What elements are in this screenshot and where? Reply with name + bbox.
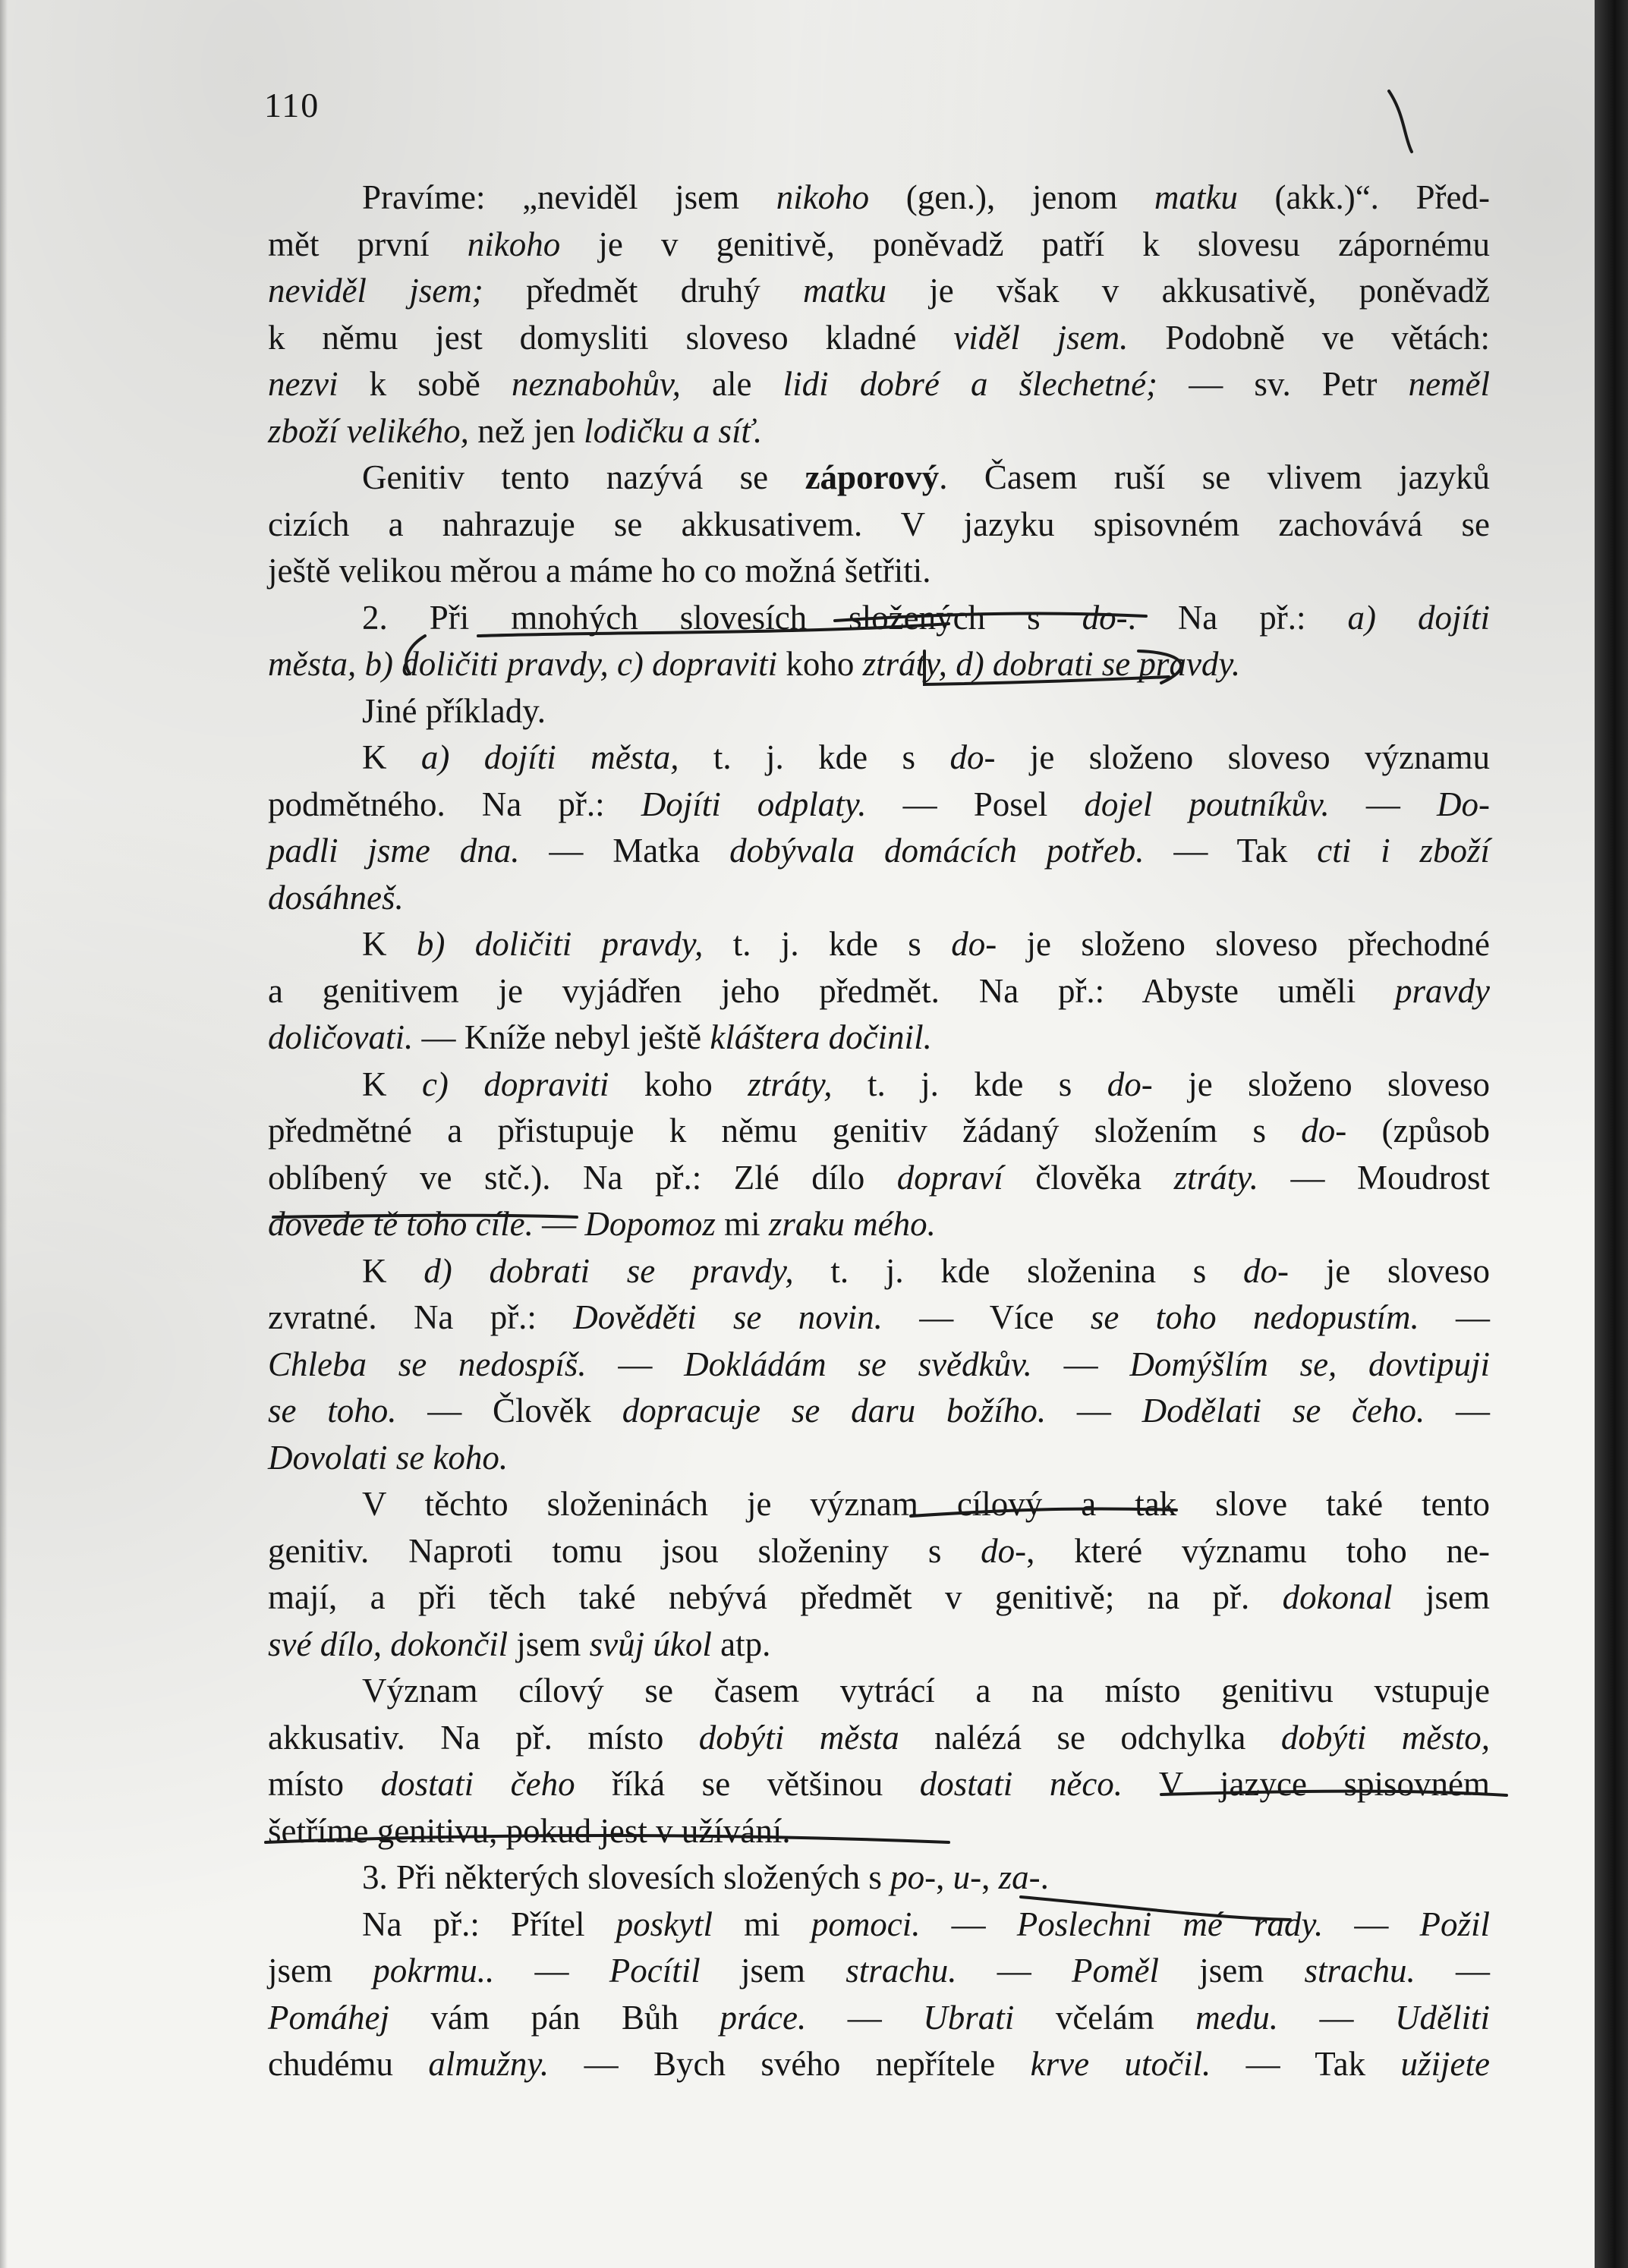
italic-run: do- <box>1107 1065 1153 1103</box>
italic-run: ztráty, <box>748 1065 833 1103</box>
text-run: — <box>1415 1952 1491 1990</box>
text-line <box>268 1248 1490 1295</box>
italic-run: nezvi <box>268 365 339 403</box>
text-run <box>609 645 617 683</box>
italic-run: strachu. <box>1304 1952 1415 1990</box>
italic-run: práce. <box>720 1998 807 2037</box>
italic-run: svůj úkol <box>589 1625 712 1663</box>
italic-run: Do- <box>1437 785 1490 823</box>
text-run: atp. <box>711 1625 771 1663</box>
text-run: genitiv. Naproti tomu jsou složeniny s <box>268 1531 981 1570</box>
text-run: — <box>1329 785 1437 823</box>
italic-run: užijete <box>1400 2045 1490 2083</box>
text-run: — <box>1046 1392 1142 1430</box>
italic-run: poskytl <box>616 1905 713 1943</box>
italic-run: c) dopraviti <box>616 645 778 683</box>
italic-run: dokončil <box>390 1625 509 1663</box>
text-run: koho <box>777 645 863 683</box>
text-line <box>268 175 1490 222</box>
text-line <box>268 408 1490 455</box>
text-run: je v genitivě, poněvadž patří k slovesu zápornému <box>560 225 1490 263</box>
italic-run: dovede tě toho cíle. <box>268 1205 534 1243</box>
text-run: mi <box>715 1205 769 1243</box>
italic-run: Dodělati se čeho. <box>1141 1392 1425 1430</box>
text-run: chudému <box>268 2045 429 2083</box>
text-run: nalézá se odchylka <box>899 1718 1281 1757</box>
text-line <box>268 828 1490 875</box>
text-run: — <box>1278 1998 1396 2037</box>
text-run <box>947 645 956 683</box>
italic-run: pomoci. <box>811 1905 921 1943</box>
text-line <box>268 1995 1490 2042</box>
italic-run: Dojíti odplaty. <box>641 785 867 823</box>
italic-run: dojel poutníkův. <box>1084 785 1330 823</box>
text-run: (akk.)“. Před- <box>1237 178 1491 216</box>
text-run: jsem <box>268 1952 373 1990</box>
italic-run: za- <box>998 1858 1041 1896</box>
text-line <box>268 921 1490 968</box>
text-run: jsem <box>508 1625 590 1663</box>
italic-run: padli jsme dna. <box>268 832 520 870</box>
text-line <box>268 1014 1490 1062</box>
italic-run: dobýti města <box>698 1718 899 1757</box>
italic-run: neměl <box>1408 365 1491 403</box>
italic-run: matku <box>1154 178 1238 216</box>
italic-run: almužny. <box>428 2045 549 2083</box>
text-line <box>268 1388 1490 1435</box>
italic-run: viděl jsem. <box>953 318 1129 357</box>
text-line <box>268 1854 1490 1902</box>
text-run: Na př.: Přítel <box>362 1905 616 1943</box>
italic-run: do- <box>949 738 996 776</box>
text-run: podmětného. Na př.: <box>268 785 641 823</box>
text-run: Jiné příklady. <box>362 691 546 730</box>
text-run: Pravíme: „neviděl jsem <box>362 178 776 216</box>
italic-run: dopraví <box>896 1158 1003 1197</box>
text-run: — <box>806 1998 924 2037</box>
text-run: — Bych svého nepřítele <box>549 2045 1031 2083</box>
text-run: jsem <box>1158 1952 1305 1990</box>
text-run: Význam cílový se časem vytrácí a na místo genitivu vstupuje <box>362 1672 1490 1710</box>
italic-run: města, <box>268 645 357 683</box>
text-run: jsem <box>1392 1578 1490 1616</box>
text-run: — Tak <box>1144 832 1318 870</box>
text-run: — <box>1323 1905 1420 1943</box>
text-run: — Kníže nebyl ještě <box>413 1018 710 1056</box>
text-run: šetříme genitivu, pokud jest v užívání. <box>268 1811 791 1850</box>
text-line <box>268 1201 1490 1248</box>
text-run <box>356 645 364 683</box>
italic-run: b) doličiti pravdy, <box>416 925 704 963</box>
italic-run: cti i zboží <box>1317 832 1490 870</box>
text-run: — <box>494 1952 609 1990</box>
text-run: k němu jest domysliti sloveso kladné <box>268 318 954 357</box>
text-run: je složeno sloveso přechodné <box>997 925 1491 963</box>
text-run: — <box>1419 1298 1490 1336</box>
text-run: — Tak <box>1211 2045 1401 2083</box>
text-line <box>268 1761 1490 1808</box>
italic-run: a) dojíti <box>1347 598 1490 637</box>
text-line <box>268 1715 1490 1762</box>
italic-run: dobývala domácích potřeb. <box>729 832 1145 870</box>
text-run: . Časem ruší se vlivem jazyků <box>939 458 1490 496</box>
italic-run: své dílo, <box>268 1625 382 1663</box>
text-line <box>268 735 1490 782</box>
text-run: je složeno sloveso <box>1152 1065 1491 1103</box>
text-run: , <box>981 1858 999 1896</box>
text-run: 3. Při některých slovesích složených s <box>362 1858 891 1896</box>
text-run: koho <box>609 1065 748 1103</box>
italic-run: strachu. <box>845 1952 957 1990</box>
text-run: K <box>362 925 417 963</box>
text-line <box>268 968 1490 1015</box>
italic-run: do- <box>951 925 997 963</box>
text-run: Podobně ve větách: <box>1128 318 1490 357</box>
text-run: (způsob <box>1346 1112 1490 1150</box>
text-run: říká se většinou <box>575 1765 920 1803</box>
text-run: mět první <box>268 225 468 263</box>
text-run: . <box>1040 1858 1049 1896</box>
italic-run: d) dobrati se pravdy. <box>956 645 1241 683</box>
text-run: je sloveso <box>1289 1251 1490 1290</box>
italic-run: doličovati. <box>268 1018 414 1056</box>
text-run: . Na př.: <box>1127 598 1348 637</box>
text-line <box>268 502 1490 549</box>
left-page-shadow <box>0 0 8 2268</box>
italic-run: d) dobrati se pravdy, <box>424 1251 794 1290</box>
text-line <box>268 1574 1490 1622</box>
text-line <box>268 641 1490 688</box>
text-line <box>268 1902 1490 1949</box>
italic-run: nikoho <box>467 225 561 263</box>
text-run: člověka <box>1003 1158 1174 1197</box>
text-run: (gen.), jenom <box>869 178 1154 216</box>
italic-run: medu. <box>1195 1998 1278 2037</box>
text-run: je složeno sloveso významu <box>995 738 1490 776</box>
right-binding-edge <box>1595 0 1628 2268</box>
text-run: oblíbený ve stč.). Na př.: Zlé dílo <box>268 1158 897 1197</box>
italic-run: Pomáhej <box>268 1998 389 2037</box>
italic-run: ztráty, <box>862 645 947 683</box>
text-run: — <box>586 1345 685 1383</box>
text-run: V jazyce spisovném <box>1123 1765 1491 1803</box>
italic-run: b) doličiti pravdy, <box>364 645 609 683</box>
text-run: předmětné a přistupuje k němu genitiv žádaný složením s <box>268 1112 1302 1150</box>
italic-run: zboží velikého, <box>268 411 469 450</box>
text-line <box>268 1481 1490 1528</box>
text-run: mi <box>713 1905 811 1943</box>
text-line <box>268 222 1490 269</box>
italic-run: pokrmu.. <box>373 1952 495 1990</box>
text-run: jsem <box>700 1952 846 1990</box>
text-line <box>268 315 1490 362</box>
text-run: t. j. kde s <box>832 1065 1107 1103</box>
text-run: — <box>920 1905 1017 1943</box>
text-line <box>268 361 1490 408</box>
text-run <box>382 1625 390 1663</box>
text-run: mají, a při těch také nebývá předmět v genitivě; na př. <box>268 1578 1283 1616</box>
text-line <box>268 455 1490 502</box>
italic-run: dokonal <box>1282 1578 1393 1616</box>
text-run: cizích a nahrazuje se akkusativem. V jazyku spisovném zachovává se <box>268 505 1490 543</box>
italic-run: do- <box>1082 598 1128 637</box>
text-run: K <box>362 1251 424 1290</box>
text-run: — <box>1425 1392 1490 1430</box>
text-run: a genitivem je vyjádřen jeho předmět. Na př.: Abyste uměli <box>268 971 1396 1010</box>
body-text <box>268 175 1490 2088</box>
italic-run: Uděliti <box>1395 1998 1491 2037</box>
text-line <box>268 782 1490 829</box>
italic-run: Požil <box>1419 1905 1490 1943</box>
italic-run: Dověděti se novin. <box>573 1298 883 1336</box>
text-run: K <box>362 738 421 776</box>
text-run: , <box>936 1858 953 1896</box>
corner-mark <box>1389 91 1412 152</box>
italic-run: nikoho <box>776 178 870 216</box>
text-line <box>268 1948 1490 1995</box>
italic-run: Poslechni mé rady. <box>1016 1905 1324 1943</box>
text-line <box>268 688 1490 735</box>
page-number: 110 <box>264 86 320 124</box>
italic-run: dosáhneš. <box>268 878 404 917</box>
text-line <box>268 1435 1490 1482</box>
text-run: — Člověk <box>396 1392 622 1430</box>
text-line <box>268 1668 1490 1715</box>
italic-run: Domýšlím se, dovtipuji <box>1129 1345 1491 1383</box>
text-run: je však v akkusativě, poněvadž <box>886 272 1490 310</box>
italic-run: zraku mého. <box>768 1205 936 1243</box>
text-line <box>268 1622 1490 1669</box>
text-line <box>268 875 1490 922</box>
italic-run: kláštera dočinil. <box>710 1018 932 1056</box>
text-run: — Posel <box>866 785 1085 823</box>
text-line <box>268 1155 1490 1202</box>
text-line <box>268 1062 1490 1109</box>
italic-run: a) dojíti města, <box>420 738 679 776</box>
text-run: předmět druhý <box>483 272 803 310</box>
italic-run: do- <box>981 1531 1027 1570</box>
text-run: místo <box>268 1765 381 1803</box>
text-run: K <box>362 1065 422 1103</box>
text-run: t. j. kde složenina s <box>793 1251 1244 1290</box>
italic-run: Pocítil <box>609 1952 701 1990</box>
italic-run: matku <box>802 272 886 310</box>
text-run: 2. Při mnohých slovesích složených s <box>362 598 1082 637</box>
text-run: včelám <box>1014 1998 1196 2037</box>
text-run: zvratné. Na př.: <box>268 1298 574 1336</box>
text-run: , které významu toho ne- <box>1026 1531 1491 1570</box>
text-run: vám pán Bůh <box>389 1998 720 2037</box>
text-line <box>268 595 1490 642</box>
italic-run: Dokládám se svědkův. <box>684 1345 1032 1383</box>
italic-run: Dovolati se koho. <box>268 1438 509 1477</box>
italic-run: lidi dobré a šlechetné; <box>783 365 1158 403</box>
text-run: ale <box>680 365 783 403</box>
text-line <box>268 1528 1490 1575</box>
text-run: Genitiv tento nazývá se <box>362 458 805 496</box>
italic-run: dostati čeho <box>380 1765 575 1803</box>
bold-run: záporový <box>805 458 940 496</box>
text-run: ještě velikou měrou a máme ho co možná šetřiti. <box>268 552 931 590</box>
text-line <box>268 1108 1490 1155</box>
italic-run: krve utočil. <box>1030 2045 1211 2083</box>
text-run: t. j. kde s <box>679 738 950 776</box>
italic-run: neznabohův, <box>511 365 681 403</box>
text-run: k sobě <box>338 365 512 403</box>
italic-run: Chleba se nedospíš. <box>268 1345 587 1383</box>
text-line <box>268 1294 1490 1342</box>
italic-run: dostati něco. <box>919 1765 1123 1803</box>
text-line <box>268 548 1490 595</box>
text-run: — <box>533 1205 585 1243</box>
text-run: než jen <box>468 411 584 450</box>
italic-run: Dopomoz <box>584 1205 716 1243</box>
text-run: — <box>1031 1345 1130 1383</box>
text-line <box>268 1808 1490 1855</box>
italic-run: Poměl <box>1072 1952 1159 1990</box>
text-run: — <box>956 1952 1072 1990</box>
text-run: t. j. kde s <box>703 925 952 963</box>
italic-run: po- <box>890 1858 937 1896</box>
italic-run: lodičku a síť. <box>584 411 763 450</box>
italic-run: c) dopraviti <box>421 1065 609 1103</box>
text-line <box>268 1342 1490 1389</box>
italic-run: Ubrati <box>923 1998 1015 2037</box>
italic-run: se toho. <box>268 1392 397 1430</box>
italic-run: dobýti město, <box>1280 1718 1490 1757</box>
italic-run: do- <box>1301 1112 1347 1150</box>
text-run: — Více <box>882 1298 1091 1336</box>
italic-run: do- <box>1243 1251 1289 1290</box>
italic-run: se toho nedopustím. <box>1090 1298 1419 1336</box>
text-run: akkusativ. Na př. místo <box>268 1718 699 1757</box>
text-line <box>268 268 1490 315</box>
text-line <box>268 2041 1490 2088</box>
italic-run: dopracuje se daru božího. <box>622 1392 1047 1430</box>
italic-run: u- <box>953 1858 982 1896</box>
text-run: — sv. Petr <box>1157 365 1409 403</box>
text-run: — Matka <box>519 832 730 870</box>
italic-run: ztráty. <box>1173 1158 1258 1197</box>
text-run: — Moudrost <box>1258 1158 1490 1197</box>
text-run: V těchto složeninách je význam cílový a tak slove také tento <box>362 1485 1490 1523</box>
italic-run: pravdy <box>1395 971 1490 1010</box>
italic-run: neviděl jsem; <box>268 272 483 310</box>
